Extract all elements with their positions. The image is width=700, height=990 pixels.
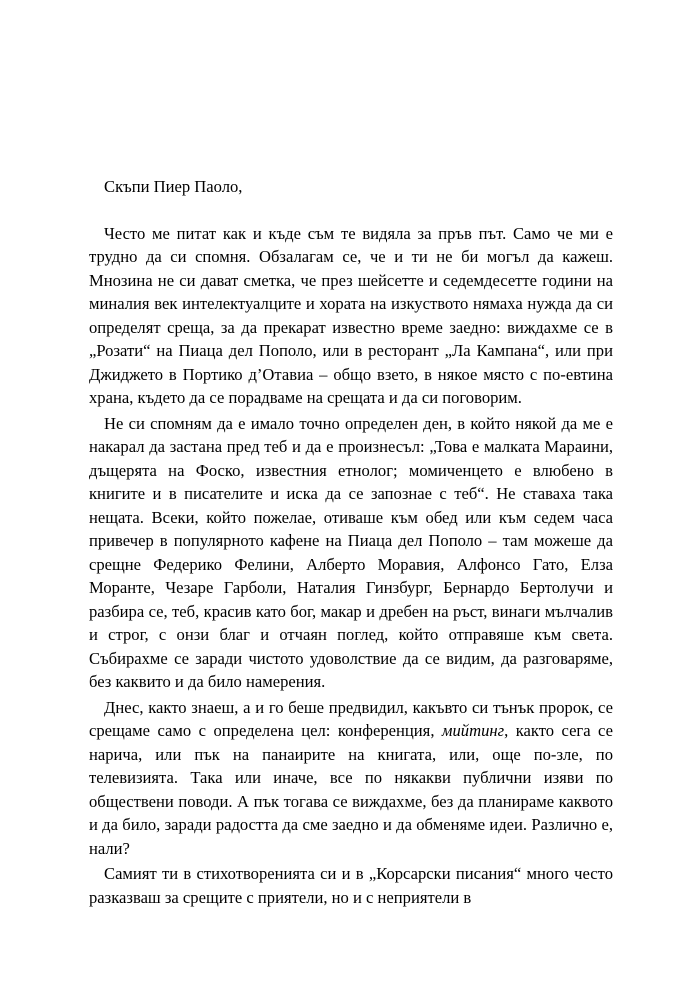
paragraph-3-end: , както сега се нарича, или пък на панаирите на книгата, или, още по-зле, по телевизията. Така или иначе, все по някакви публични изяви по обществени поводи. А пък тогава се виждахме, без да планираме каквото и да било, заради радостта да сме заедно и да обменяме идеи. Различно е, нали? (89, 721, 613, 858)
letter-salutation: Скъпи Пиер Паоло, (104, 177, 243, 196)
paragraph-3-italic-word: мийтинг (441, 721, 505, 740)
paragraph-3-start: Днес, както знаеш, а и го беше предвидил, какъвто си тънък пророк, се срещаме само с определена цел: конференция, (89, 697, 613, 740)
paragraph-2: Не си спомням да е имало точно определен ден, в който някой да ме е накарал да застана пред теб и да е произнесъл: „Това е малката Мараини, дъщерята на Фоско, известния етнолог; момиченцето е влюбено в книгите и в писателите и иска да се запознае с теб“. Не ставаха така нещата. Всеки, който пожелае, отиваше към обед или към седем часа привечер в популярното кафене на Пиаца дел Пополо – там можеше да срещне Федерико Фелини, Алберто Моравия, Алфонсо Гато, Елза Моранте, Чезаре Гарболи, Наталия Гинзбург, Бернардо Бертолучи и разбира се, теб, красив като бог, макар и дребен на ръст, винаги мълчалив и строг, с онзи благ и отчаян поглед, който отправяше към света. Събирахме се заради чистото удоволствие да се видим, да разговаряме, без каквито и да било намерения. (89, 413, 613, 691)
paragraph-1: Често ме питат как и къде съм те видяла за пръв път. Само че ми е трудно да си спомня. Обзалагам се, че и ти не би могъл да кажеш. Мнозина не си дават сметка, че през шейсетте и седемдесетте години на миналия век интелектуалците и хората на изкуството нямаха нужда да си определят среща, за да прекарат известно време заедно: виждахме се в „Розати“ на Пиаца дел Пополо, или в ресторант „Ла Кампана“, или при Джиджето в Портико д’Отавиа – общо взето, в някое място с по-евтина храна, където да се порадваме на срещата и да си поговорим. (89, 223, 613, 407)
paragraph-4: Самият ти в стихотворенията си и в „Корсарски писания“ много често разказваш за срещите с приятели, но и с неприятели в (89, 864, 613, 907)
paragraph-3 (89, 696, 613, 861)
letter-body (89, 175, 613, 911)
